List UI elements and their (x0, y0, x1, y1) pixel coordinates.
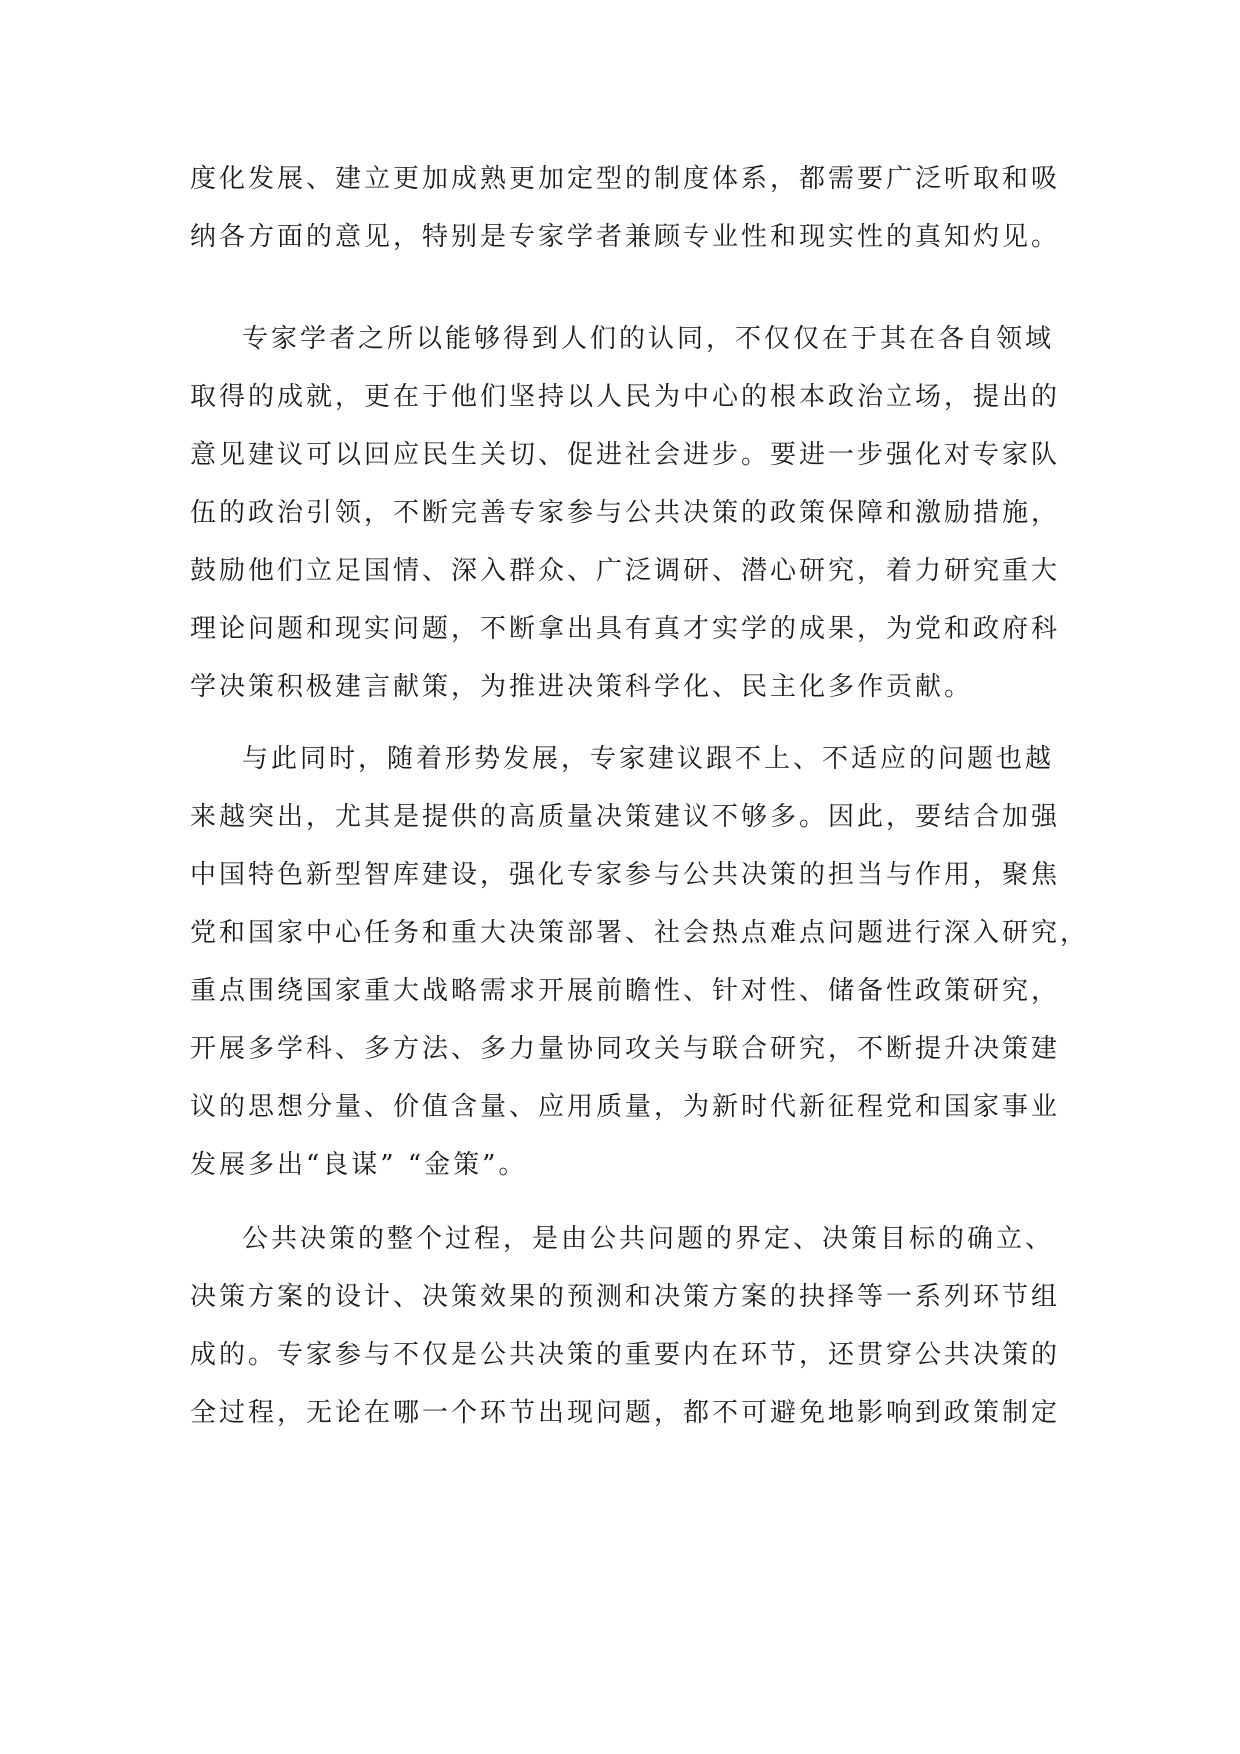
paragraph-line: 学决策积极建言献策，为推进决策科学化、民主化多作贡献。 (190, 672, 974, 702)
paragraph-line: 发展多出“良谋” “金策”。 (190, 1150, 528, 1180)
paragraph-line: 开展多学科、多方法、多力量协同攻关与联合研究，不断提升决策建 (190, 1034, 1061, 1064)
paragraph-line: 鼓励他们立足国情、深入群众、广泛调研、潜心研究，着力研究重大 (190, 556, 1061, 586)
paragraph-line: 取得的成就，更在于他们坚持以人民为中心的根本政治立场，提出的 (190, 382, 1061, 412)
paragraph-line: 决策方案的设计、决策效果的预测和决策方案的抉择等一系列环节组 (190, 1282, 1061, 1312)
paragraph-line: 重点围绕国家重大战略需求开展前瞻性、针对性、储备性政策研究， (190, 976, 1061, 1006)
paragraph-line: 中国特色新型智库建设，强化专家参与公共决策的担当与作用，聚焦 (190, 860, 1061, 890)
paragraph-1 (190, 150, 1070, 266)
paragraph-line: 意见建议可以回应民生关切、促进社会进步。要进一步强化对专家队 (190, 440, 1061, 470)
paragraph-line: 专家学者之所以能够得到人们的认同，不仅仅在于其在各自领域 (242, 324, 1055, 354)
paragraph-line: 伍的政治引领，不断完善专家参与公共决策的政策保障和激励措施， (190, 498, 1061, 528)
paragraph-line: 成的。专家参与不仅是公共决策的重要内在环节，还贯穿公共决策的 (190, 1340, 1061, 1370)
paragraph-line: 理论问题和现实问题，不断拿出具有真才实学的成果，为党和政府科 (190, 614, 1061, 644)
paragraph-4 (190, 1210, 1070, 1442)
paragraph-line: 全过程，无论在哪一个环节出现问题，都不可避免地影响到政策制定 (190, 1398, 1061, 1428)
paragraph-line: 纳各方面的意见，特别是专家学者兼顾专业性和现实性的真知灼见。 (190, 222, 1061, 252)
paragraph-2 (190, 310, 1070, 716)
paragraph-line: 党和国家中心任务和重大决策部署、社会热点难点问题进行深入研究， (190, 918, 1090, 948)
paragraph-line: 度化发展、建立更加成熟更加定型的制度体系，都需要广泛听取和吸 (190, 164, 1061, 194)
paragraph-3 (190, 730, 1090, 1194)
paragraph-line: 公共决策的整个过程，是由公共问题的界定、决策目标的确立、 (242, 1224, 1055, 1254)
paragraph-line: 议的思想分量、价值含量、应用质量，为新时代新征程党和国家事业 (190, 1092, 1061, 1122)
paragraph-line: 与此同时，随着形势发展，专家建议跟不上、不适应的问题也越 (242, 744, 1055, 774)
paragraph-line: 来越突出，尤其是提供的高质量决策建议不够多。因此，要结合加强 (190, 802, 1061, 832)
